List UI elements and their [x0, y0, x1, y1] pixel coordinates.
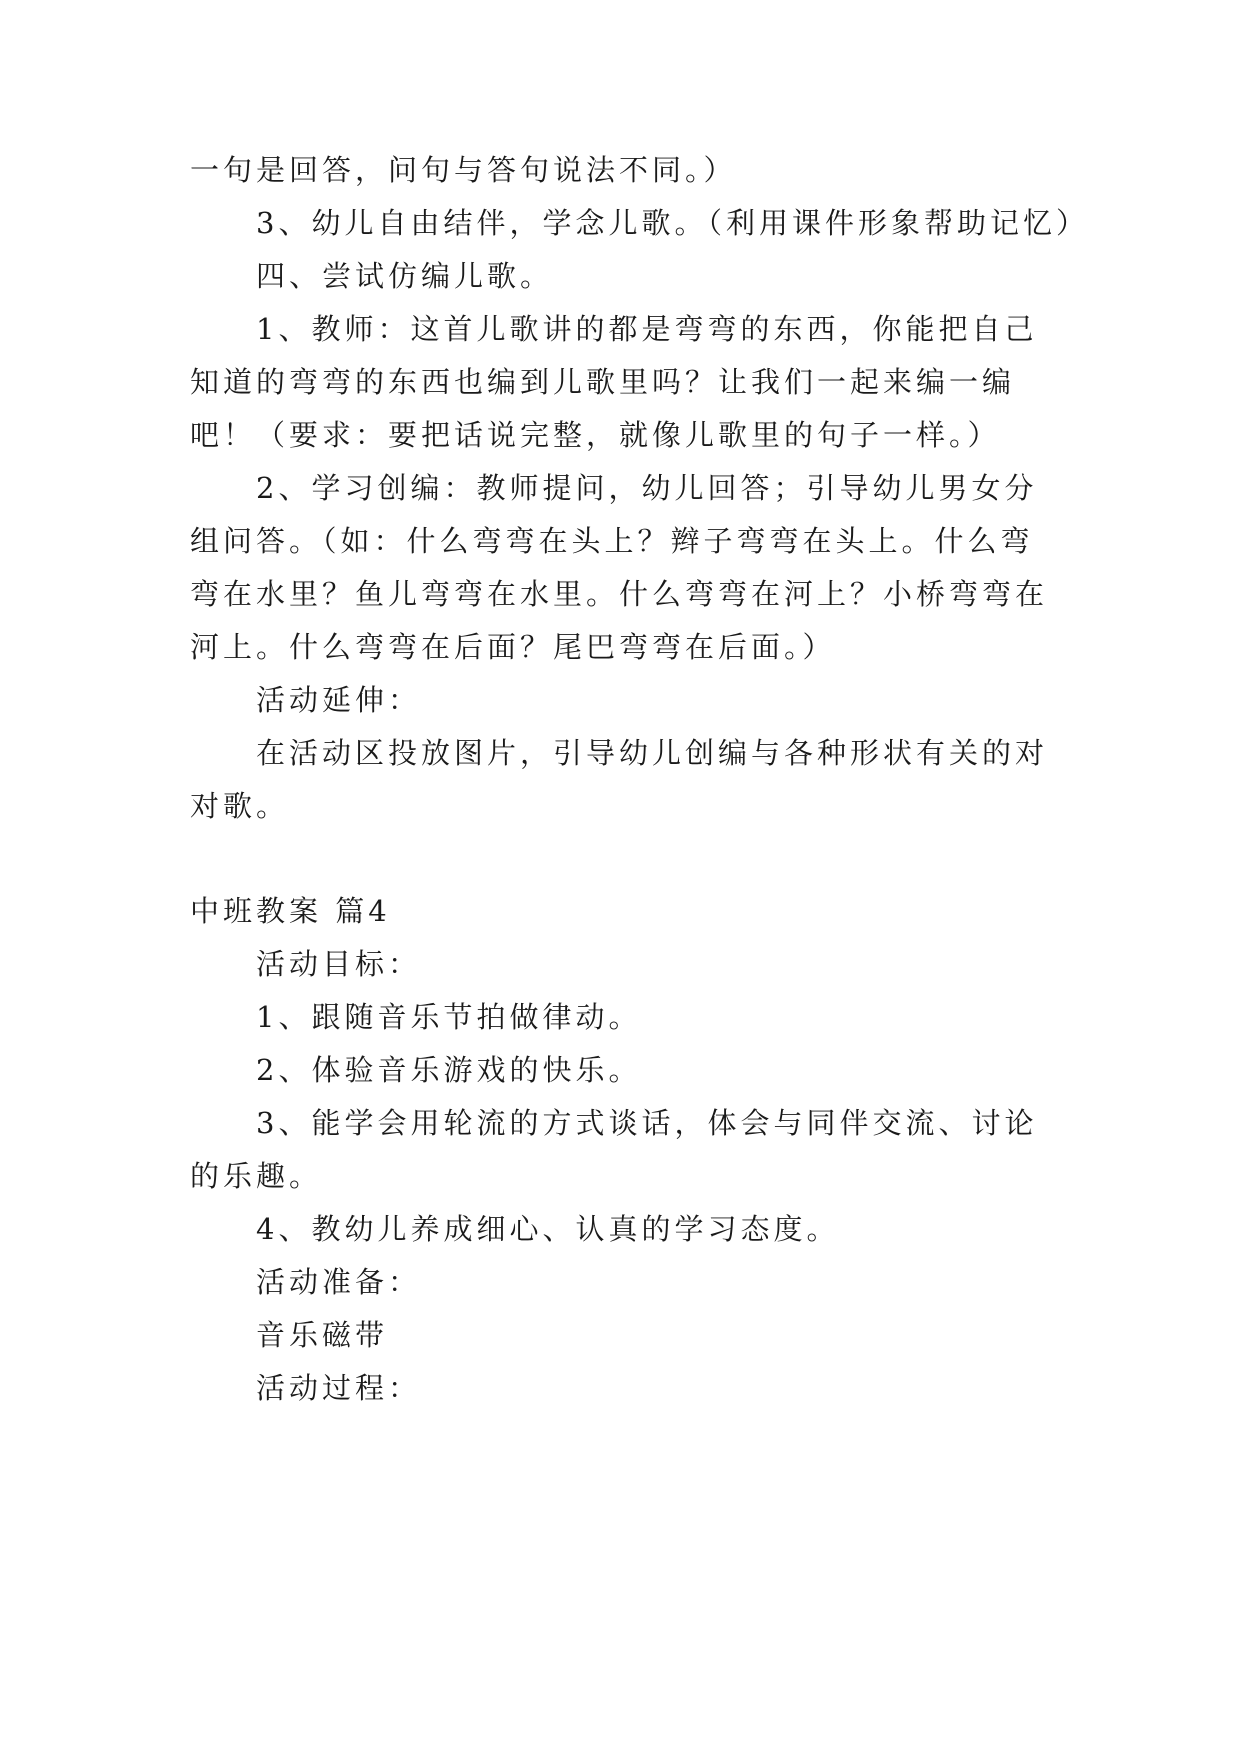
- paragraph-line: 弯在水里？鱼儿弯弯在水里。什么弯弯在河上？小桥弯弯在: [190, 577, 1049, 611]
- list-item: 2、体验音乐游戏的快乐。: [256, 1053, 642, 1087]
- paragraph-line: 2、学习创编：教师提问，幼儿回答；引导幼儿男女分: [256, 471, 1038, 505]
- paragraph-line: 对歌。: [190, 789, 290, 823]
- section-heading: 活动延伸：: [256, 683, 422, 717]
- paragraph-line: 河上。什么弯弯在后面？尾巴弯弯在后面。）: [190, 630, 836, 664]
- paragraph-line: 一句是回答，问句与答句说法不同。）: [190, 153, 737, 187]
- paragraph-line: 在活动区投放图片，引导幼儿创编与各种形状有关的对: [256, 736, 1049, 770]
- lesson-title: 中班教案 篇4: [190, 894, 391, 928]
- section-heading: 活动目标：: [256, 947, 422, 981]
- paragraph-line: 1、教师：这首儿歌讲的都是弯弯的东西，你能把自己: [256, 312, 1038, 346]
- paragraph-line: 3、幼儿自由结伴，学念儿歌。（利用课件形象帮助记忆）: [256, 206, 1089, 240]
- paragraph-line: 的乐趣。: [190, 1159, 323, 1193]
- list-item: 3、能学会用轮流的方式谈话，体会与同伴交流、讨论: [256, 1106, 1038, 1140]
- section-heading: 活动准备：: [256, 1265, 422, 1299]
- section-heading: 活动过程：: [256, 1371, 422, 1405]
- paragraph-line: 组问答。（如：什么弯弯在头上？辫子弯弯在头上。什么弯: [190, 524, 1034, 558]
- paragraph-line: 吧！（要求：要把话说完整，就像儿歌里的句子一样。）: [190, 418, 1001, 452]
- section-heading: 四、尝试仿编儿歌。: [256, 259, 554, 293]
- list-item: 4、教幼儿养成细心、认真的学习态度。: [256, 1212, 840, 1246]
- paragraph-line: 音乐磁带: [256, 1318, 389, 1352]
- paragraph-line: 知道的弯弯的东西也编到儿歌里吗？让我们一起来编一编: [190, 365, 1016, 399]
- list-item: 1、跟随音乐节拍做律动。: [256, 1000, 642, 1034]
